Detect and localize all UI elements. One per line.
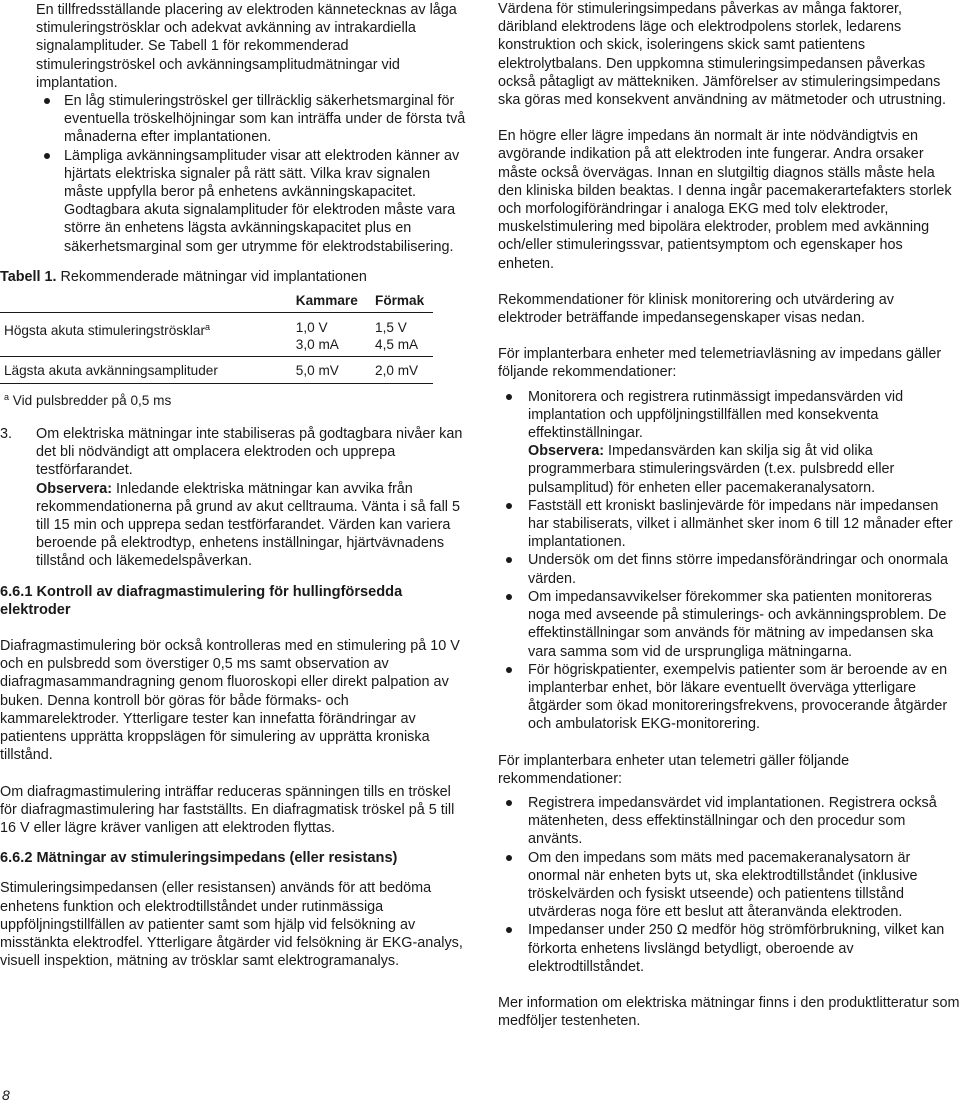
cell-value: 5,0 mV: [295, 363, 339, 379]
cell-value: 3,0 mA: [295, 337, 339, 353]
step-text: Om elektriska mätningar inte stabiliseras på godtagbara nivåer kan det bli nödvändigt att omplacera elektroden och upprepa testförfarandet.: [36, 426, 463, 479]
cell-value: 1,0 V: [295, 320, 328, 336]
cell-value: 4,5 mA: [375, 337, 419, 353]
paragraph: Rekommendationer för klinisk monitorering och utvärdering av elektroder beträffande impedansegenskaper visas nedan.: [498, 291, 894, 327]
row-label: Högsta akuta stimuleringströsklar: [4, 323, 205, 339]
section-heading-6-6-1: 6.6.1 Kontroll av diafragmastimulering för hullingförsedda elektroder: [0, 583, 403, 618]
intro-bullet-list: [0, 92, 466, 256]
list-item: Lämpliga avkänningsamplituder visar att elektroden känner av hjärtats elektriska signaler på rätt sätt. Vilka krav signalen måste uppfylla beror på enhetens avkänningskapacitet. Godtagbara akuta signalamplituder för elektroden måste vara större än enhetens lägsta avkänningskapacitet plus en säkerhetsmarginal som ger utrymme för elektrodstabilisering.: [36, 147, 466, 256]
paragraph: Om diafragmastimulering inträffar reduceras spänningen tills en tröskel för diafragmastimulering har fastställts. En diafragmatisk tröskel på 5 till 16 V eller lägre kräver vanligen att elektroden flyttas.: [0, 783, 455, 836]
left-column: [0, 0, 466, 970]
non-telemetry-recommendation-list: [498, 794, 960, 976]
list-item: Fastställ ett kroniskt baslinjevärde för impedans när impedansen har stabiliserats, vilket i allmänhet sker inom 6 till 12 månader efter implantationen.: [498, 497, 960, 552]
column-header-atrium: Förmak: [375, 293, 425, 309]
right-column: [498, 0, 960, 1030]
footnote-marker: a: [204, 322, 210, 333]
list-item: Impedanser under 250 Ω medför hög strömförbrukning, vilket kan förkorta enhetens livslängd betydligt, oberoende av elektrodtillståndet.: [498, 921, 960, 976]
table-caption-text: Rekommenderade mätningar vid implantationen: [60, 268, 367, 285]
table-footnote: [0, 389, 466, 409]
paragraph: För implanterbara enheter med telemetriavläsning av impedans gäller följande rekommendationer:: [498, 346, 942, 381]
table-row: [0, 313, 433, 357]
list-item: Om impedansavvikelser förekommer ska patienten monitoreras noga med avseende på stimulerings- och avkänningsproblem. De effektinställningar som används för mätning av impedansen ska vara samma som vid de ursprungliga mätningarna.: [498, 588, 960, 661]
list-item: [498, 388, 960, 497]
measurements-table: [0, 292, 433, 384]
list-item-text: Monitorera och registrera rutinmässigt impedansvärden vid implantation och uppföljningstillfällen med konsekventa effektinställningar.: [528, 388, 904, 442]
row-label: Lägsta akuta avkänningsamplituder: [4, 363, 218, 379]
numbered-step-list: [0, 425, 466, 571]
intro-paragraph: En tillfredsställande placering av elektroden kännetecknas av låga stimuleringströsklar och adekvat avkänning av intrakardiella signalamplituder. Se Tabell 1 för rekommenderad stimuleringströskel och avkänningsamplitudmätningar vid implantation.: [36, 2, 457, 91]
cell-value: 2,0 mV: [375, 363, 419, 379]
list-item: En låg stimuleringströskel ger tillräcklig säkerhetsmarginal för eventuella tröskelhöjningar som kan inträffa under de första två månaderna efter implantationen.: [36, 92, 466, 147]
note-text: Impedansvärden kan skilja sig åt vid olika programmerbara stimuleringsvärden (t.ex. pulsbredd eller pulsamplitud) för enheten eller pacemakeranalysatorn.: [528, 443, 895, 496]
list-item: Registrera impedansvärdet vid implantationen. Registrera också mätenheten, dess effektinställningar och den procedur som använts.: [498, 794, 960, 849]
paragraph: Stimuleringsimpedansen (eller resistansen) används för att bedöma enhetens funktion och elektrodtillståndet under rutinmässiga uppföljningstillfällen av patienter samt som hjälp vid felsökning av misstänkta elektrodfel. Ytterligare åtgärder vid felsökning är EKG-analys, visuell inspektion, mätning av trösklar samt elektrogramanalys.: [0, 880, 463, 970]
list-item: För högriskpatienter, exempelvis patienter som är beroende av en implanterbar enhet, bör läkare eventuellt överväga ytterligare åtgärder som ökad monitoreringsfrekvens, provocerande åtgärder och ambulatorisk EKG-monitorering.: [498, 661, 960, 734]
list-item: [0, 425, 466, 571]
paragraph: En högre eller lägre impedans än normalt är inte nödvändigtvis en avgörande indikation på att elektroden inte fungerar. Andra orsaker måste också övervägas. Innan en slutgiltig diagnos ställs måste hela den kliniska bilden beaktas. I denna ingår pacemakerartefakters storlek och morfologiförändringar i analoga EKG med tolv elektroder, muskelstimulering med bipolära elektroder, problem med avkänning och/eller stimuleringssvar, patientsymptom och egenskaper hos enheten.: [498, 128, 952, 272]
note-label: Observera:: [36, 480, 112, 497]
telemetry-recommendation-list: [498, 388, 960, 734]
cell-value: 1,5 V: [375, 320, 407, 336]
list-item: Om den impedans som mäts med pacemakeranalysatorn är onormal när enheten byts ut, ska elektrodtillståndet (inklusive tröskelvärden och fysiskt utseende) och patientens tillstånd utvärderas noga före ett beslut att återanvända elektroden.: [498, 849, 960, 922]
table-caption: [0, 268, 466, 286]
footnote-text: Vid pulsbredder på 0,5 ms: [12, 393, 172, 409]
table-row: [0, 357, 433, 384]
note-text: Inledande elektriska mätningar kan avvika från rekommendationerna på grund av akut celltrauma. Vänta i så fall 5 till 15 min och upprepa sedan testförfarandet. Värden kan variera beroende på elektrodtyp, enhetens inställningar, hjärtvävnadens tillstånd och läkemedelspåverkan.: [36, 480, 460, 570]
note-label: Observera:: [528, 443, 604, 460]
footnote-marker: a: [4, 392, 10, 403]
table-header-row: [0, 292, 433, 313]
paragraph: Mer information om elektriska mätningar finns i den produktlitteratur som medföljer testenheten.: [498, 994, 960, 1030]
section-heading-6-6-2: 6.6.2 Mätningar av stimuleringsimpedans (eller resistans): [0, 850, 398, 867]
column-header-ventricle: Kammare: [295, 293, 358, 309]
table-caption-label: Tabell 1.: [0, 268, 57, 285]
paragraph: Värdena för stimuleringsimpedans påverkas av många faktorer, däribland elektrodens läge och elektrodpolens storlek, ledarens konstruktion och skick, isoleringens skick samt patientens elektrolytbalans. Den uppkomna stimuleringsimpedansen påverkas också påtagligt av mättekniken. Jämförelser av stimuleringsimpedans ska göras med konsekvent användning av mätmetoder och utrustning.: [498, 1, 946, 109]
page-number: 8: [2, 1087, 10, 1103]
list-item: Undersök om det finns större impedansförändringar och onormala värden.: [498, 551, 960, 587]
paragraph: För implanterbara enheter utan telemetri gäller följande rekommendationer:: [498, 752, 850, 787]
step-number: 3.: [0, 426, 13, 443]
paragraph: Diafragmastimulering bör också kontrolleras med en stimulering på 10 V och en pulsbredd som överstiger 0,5 ms samt observation av diafragmasammandragning genom fluoroskopi eller direkt palpation av buken. Denna kontroll bör göras för både förmaks- och kammarelektroder. Ytterligare tester kan innefatta förändringar av patientens upprätta kroppslägen för simulering av upprätta kroniska tillstånd.: [0, 638, 460, 764]
